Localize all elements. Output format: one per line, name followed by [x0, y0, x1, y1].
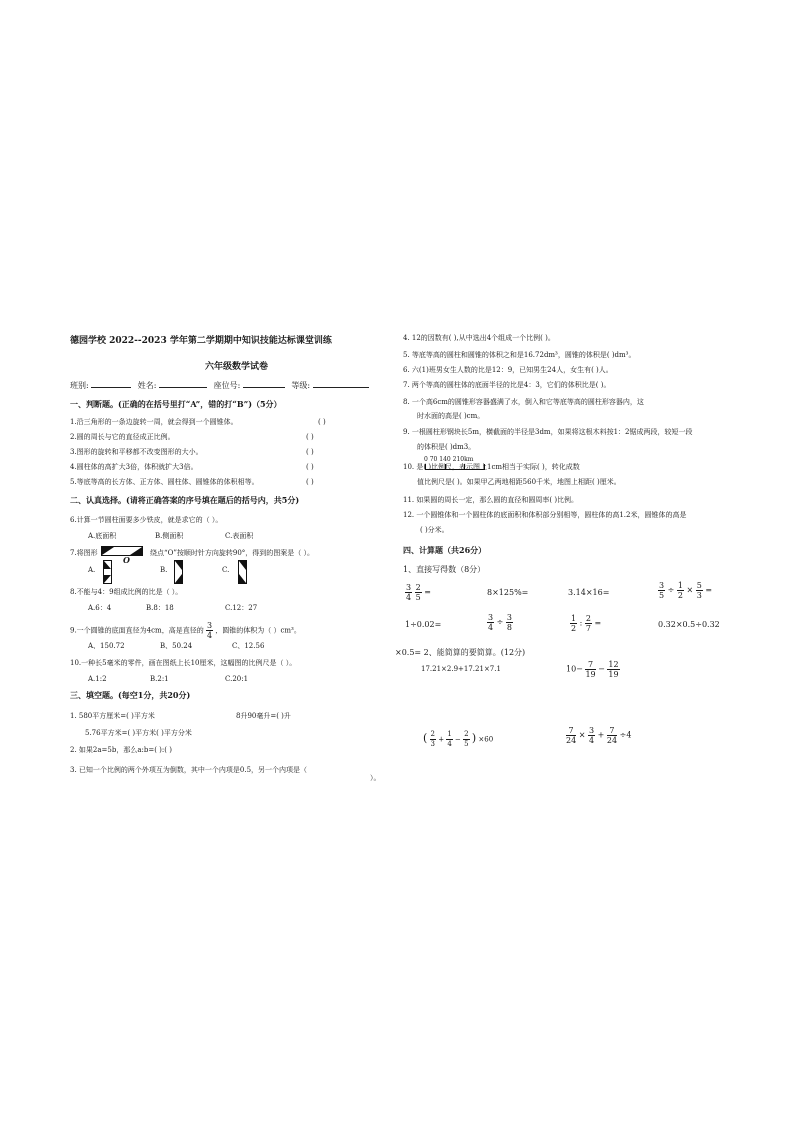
answer-paren[interactable]: ( )	[318, 418, 326, 426]
option-c-figure	[238, 560, 247, 584]
fill-q7: 7. 两个等高的圆柱体的底面半径的比是4：3，它们的体积比是( )。	[403, 381, 611, 389]
judge-item: 2.圆的周长与它的直径成正比例。	[70, 433, 175, 441]
scale-bar-label: 0 70 140 210km	[424, 456, 474, 463]
judge-item: 1.沿三角形的一条边旋转一周，就会得到一个圆锥体。	[70, 418, 238, 426]
choice-q9	[70, 621, 301, 640]
fill-q12-line2: ( )分米。	[420, 526, 449, 534]
fill-q10-line1: 10. 是( )比例尺，表示图上1cm相当于实际( )，转化成数	[403, 463, 580, 471]
seat-label: 座位号:	[213, 381, 241, 390]
grade-label: 等级:	[291, 381, 311, 390]
fill-q1a: 1. 580平方厘米=( )平方米	[70, 712, 155, 720]
fill-q10-line2: 值比例尺是( )。如果甲乙两地相距560千米，地图上相距( )厘米。	[417, 478, 621, 486]
judge-item: 3.图形的旋转和平移都不改变图形的大小。	[70, 448, 203, 456]
section-1-heading: 一、判断题。(正确的在括号里打“A”，错的打“B”)（5分）	[70, 399, 282, 409]
choice-q7-pre: 7.将图形	[70, 549, 98, 557]
answer-paren[interactable]: ( )	[306, 433, 314, 441]
exam-subtitle: 六年级数学试卷	[205, 362, 269, 372]
rotation-point-label: O	[123, 555, 130, 565]
choice-option[interactable]: C.20:1	[225, 675, 249, 683]
choice-option[interactable]: A.1:2	[88, 675, 107, 683]
calc-item: $\frac{3}{4}$ $\frac{2}{5}$ =	[406, 583, 431, 602]
grade-blank[interactable]	[313, 387, 369, 388]
choice-q8: 8.不能与4：9组成比例的比是（ ）。	[70, 588, 183, 596]
section-4-sub1: 1、直接写得数（8分）	[403, 565, 486, 574]
choice-option[interactable]: C.	[222, 566, 230, 574]
exam-title: 德园学校 2022--2023 学年第二学期期中知识技能达标课堂训练	[70, 336, 332, 346]
name-label: 姓名:	[137, 381, 157, 390]
fill-q8-line2: 时水面的高是( )cm。	[417, 412, 485, 420]
choice-q7-post: 绕点“O”按顺时针方向旋转90°，得到的图案是（ ）。	[150, 549, 315, 557]
calc-expression: 17.21×2.9+17.21×7.1	[421, 665, 501, 673]
answer-paren[interactable]: ( )	[306, 478, 314, 486]
choice-option[interactable]: B.8：18	[146, 604, 174, 612]
choice-q10: 10.一种长5毫米的零件，画在图纸上长10厘米，这幅图的比例尺是（ ）。	[70, 659, 297, 667]
answer-paren[interactable]: ( )	[306, 448, 314, 456]
fill-q2: 2. 如果2a=5b，那么a:b=( ):( )	[70, 746, 172, 754]
choice-option[interactable]: A.6：4	[88, 604, 112, 612]
fill-q11: 11. 如果圆的周长一定，那么圆的直径和圆周率( )比例。	[403, 496, 579, 504]
choice-option[interactable]: A、150.72	[88, 642, 125, 650]
option-b-figure	[174, 560, 183, 584]
calc-item: 8×125%=	[487, 588, 529, 597]
choice-option[interactable]: B.2:1	[150, 675, 169, 683]
calc-item: 3.14×16=	[568, 588, 610, 597]
choice-option[interactable]: C.表面积	[225, 532, 254, 540]
fill-q5: 5. 等底等高的圆柱和圆锥的体积之和是16.72dm³，圆锥的体积是( )dm³。	[403, 351, 636, 359]
fill-q1b: 8升90毫升=( )升	[236, 712, 291, 720]
choice-q9-post: ，圆锥的体积为（ ）cm³。	[215, 626, 301, 635]
rotation-figure	[101, 546, 143, 556]
fill-q4: 4. 12的因数有( ),从中选出4个组成一个比例( )。	[403, 334, 555, 342]
choice-q6: 6.计算一节圆柱面要多少铁皮，就是求它的（ ）。	[70, 516, 223, 524]
fill-q3: 3. 已知一个比例的两个外项互为倒数，其中一个内项是0.5，另一个内项是（	[70, 766, 308, 774]
calc-item: 0.32×0.5÷0.32	[658, 620, 720, 629]
choice-option[interactable]: B、50.24	[160, 642, 193, 650]
calc-item: $\frac{3}{5}$ ÷ $\frac{1}{2}$ × $\frac{5}{3}$ =	[659, 581, 713, 600]
choice-option[interactable]: C、12.56	[232, 642, 265, 650]
calc-item: $\frac{3}{4}$ ÷ $\frac{3}{8}$	[488, 613, 512, 632]
choice-option[interactable]: A.底面积	[88, 532, 117, 540]
section-4-sub2: ×0.5= 2、能简算的要简算。(12分)	[395, 648, 526, 657]
class-blank[interactable]	[91, 387, 131, 388]
answer-paren[interactable]: ( )	[306, 463, 314, 471]
calc-item: $\frac{1}{2}$ : $\frac{2}{7}$ =	[571, 614, 602, 633]
fill-q9-line2: 的体积是( )dm3。	[417, 443, 476, 451]
section-2-heading: 二、认真选择。(请将正确答案的序号填在题后的括号内，共5分)	[70, 495, 300, 505]
choice-option[interactable]: B.	[160, 566, 168, 574]
section-3-heading: 三、填空题。(每空1分，共20分)	[70, 690, 191, 700]
choice-option[interactable]: C.12：27	[225, 604, 258, 612]
judge-item: 4.圆柱体的高扩大3倍，体积就扩大3倍。	[70, 463, 198, 471]
fill-q3-end: ）。	[370, 774, 381, 782]
choice-option[interactable]: A.	[88, 566, 96, 574]
fill-q12-line1: 12. 一个圆锥体和一个圆柱体的底面积和体积部分别相等，圆柱体的高1.2米，圆锥体的高是	[403, 511, 687, 519]
fraction: $\frac{3}{4}$	[206, 621, 213, 640]
choice-option[interactable]: B.侧面积	[155, 532, 184, 540]
section-4-heading: 四、计算题（共26分）	[403, 545, 487, 555]
calc-expression: 10− $\frac{7}{19}$ − $\frac{12}{19}$	[566, 660, 619, 679]
calc-item: 1÷0.02=	[405, 620, 442, 629]
name-blank[interactable]	[159, 387, 207, 388]
fill-q6: 6. 六(1)班男女生人数的比是12：9，已知男生24人，女生有( )人。	[403, 366, 613, 374]
class-label: 班别:	[70, 381, 89, 390]
option-a-figure	[103, 560, 112, 584]
judge-item: 5.等底等高的长方体、正方体、圆柱体、圆锥体的体积相等。	[70, 478, 259, 486]
fill-q9-line1: 9. 一根圆柱形钢块长5m，横截面的半径是3dm，如果将这根木料按1：2锯成两段，较短一段	[403, 428, 693, 436]
student-info-row	[70, 381, 388, 391]
calc-expression: $\frac{7}{24}$ × $\frac{3}{4}$ + $\frac{7}{24}$ ÷4	[566, 726, 632, 745]
calc-expression: ( $\frac{2}{3}$ + $\frac{1}{4}$ − $\frac{2}{5}$ ) ×60	[423, 730, 494, 748]
seat-blank[interactable]	[243, 387, 285, 388]
fill-q8-line1: 8. 一个高6cm的圆锥形容器盛满了水，倒入和它等底等高的圆柱形容器内，这	[403, 398, 644, 406]
fill-q1c: 5.76平方米=( )平方米( )平方分米	[85, 729, 192, 737]
choice-q9-pre: 9.一个圆锥的底面直径为4cm，高是直径的	[70, 626, 204, 635]
